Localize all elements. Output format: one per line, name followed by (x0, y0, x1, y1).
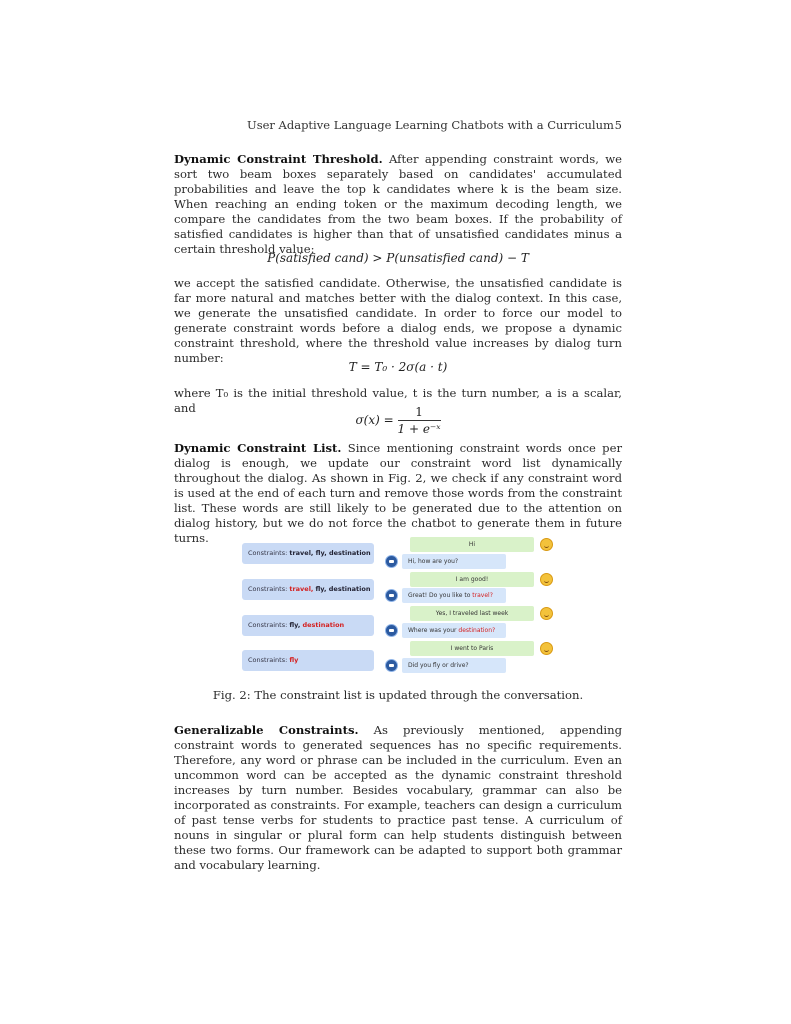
constraint-words-active: fly, (289, 621, 301, 629)
constraint-list-box (242, 579, 374, 600)
paragraph-threshold-intro (174, 152, 622, 257)
fraction-numerator: 1 (398, 405, 441, 421)
bot-avatar-icon (385, 589, 398, 602)
user-avatar-icon (540, 573, 553, 586)
bot-message-constraint: travel? (472, 592, 493, 599)
bot-message-bubble (402, 658, 506, 673)
section-generalizable-constraints (174, 723, 622, 873)
section-dynamic-constraint-list (174, 441, 622, 546)
sigmoid-lhs: σ(x) = (355, 413, 394, 427)
paragraph-text: As previously mentioned, appending constraint words to generated sequences has no specific requirements. Therefore, any word or phrase can be included in the curriculum. Even an uncommon word can be accepted as the dynamic constraint threshold increases by turn number. Besides vocabulary, grammar can also be incorporated as constraints. For example, teachers can design a curriculum of past tense verbs for students to practice past tense. A curriculum of nouns in singular or plural form can help students distinguish between these two forms. Our framework can be adapted to support both grammar and vocabulary learning. (174, 723, 622, 872)
paragraph-threshold-explanation (174, 276, 622, 366)
paragraph-text: Since mentioning constraint words once per dialog is enough, we update our constraint word list dynamically throughout the dialog. As shown in Fig. 2, we check if any constraint word is used at the end of each turn and remove those words from the constraint list. These words are still likely to be generated due to the attention on dialog history, but we do not force the chatbot to generate them in future turns. (174, 441, 623, 545)
bot-message-text: Where was your (408, 627, 457, 634)
user-message-bubble: Hi (410, 537, 534, 552)
bot-message-text: Great! Do you like to (408, 592, 471, 599)
bot-message-constraint: destination? (458, 627, 496, 634)
section-dynamic-constraint-threshold (174, 152, 622, 257)
paragraph-text: where T₀ is the initial threshold value, t is the turn number, a is a scalar, and (174, 386, 622, 415)
bot-message-bubble (402, 554, 506, 569)
constraint-words-used: travel, (289, 585, 314, 593)
bot-avatar-icon (385, 624, 398, 637)
user-message-bubble: Yes, I traveled last week (410, 606, 534, 621)
section-heading: Dynamic Constraint Threshold. (174, 152, 383, 166)
paragraph-generalizable (174, 723, 622, 873)
constraint-words-used: destination (302, 621, 345, 629)
constraint-label: Constraints: (248, 585, 288, 593)
equation-sigmoid (174, 405, 622, 436)
section-heading: Dynamic Constraint List. (174, 441, 342, 455)
sigmoid-fraction (398, 405, 441, 436)
figure-constraint-list-dialog (242, 537, 562, 677)
section-heading: Generalizable Constraints. (174, 723, 359, 737)
bot-message-bubble (402, 623, 506, 638)
equation-probability-comparison: P(satisfied cand) > P(unsatisfied cand) − T (267, 251, 529, 265)
paragraph-text: we accept the satisfied candidate. Otherwise, the unsatisfied candidate is far more natural and matches better with the dialog context. In this case, we generate the unsatisfied candidate. In order to force our model to generate constraint words before a dialog ends, we propose a dynamic constraint threshold, where the threshold value increases by dialog turn number: (174, 276, 622, 365)
constraint-label: Constraints: (248, 621, 288, 629)
user-avatar-icon (540, 642, 553, 655)
constraint-list-box (242, 615, 374, 636)
bot-avatar-icon (385, 659, 398, 672)
constraint-words-active: travel, fly, destination (289, 549, 371, 557)
bot-avatar-icon (385, 555, 398, 568)
constraint-label: Constraints: (248, 549, 288, 557)
user-avatar-icon (540, 538, 553, 551)
user-message-bubble: I am good! (410, 572, 534, 587)
page-number: 5 (614, 118, 622, 132)
constraint-list-box (242, 650, 374, 671)
constraint-label: Constraints: (248, 656, 288, 664)
constraint-words-used: fly (289, 656, 299, 664)
figure-caption: Fig. 2: The constraint list is updated through the conversation. (212, 688, 584, 702)
user-message-bubble: I went to Paris (410, 641, 534, 656)
fraction-denominator: 1 + e⁻ˣ (397, 422, 441, 436)
user-avatar-icon (540, 607, 553, 620)
paragraph-constraint-list (174, 441, 622, 546)
paragraph-text: After appending constraint words, we sort two beam boxes separately based on candidates' accumulated probabilities and leave the top k candidates where k is the beam size. When reaching an ending token or the maximum decoding length, we compare the candidates from the two beam boxes. If the probability of satisfied candidates is higher than that of unsatisfied candidates minus a certain threshold value: (174, 152, 622, 256)
bot-message-text: Hi, how are you? (408, 558, 459, 565)
constraint-words-active: fly, destination (315, 585, 371, 593)
constraint-list-box (242, 543, 374, 564)
bot-message-text: Did you fly or drive? (408, 662, 469, 669)
bot-message-bubble (402, 588, 506, 603)
equation-threshold: T = T₀ · 2σ(a · t) (348, 360, 448, 374)
running-title: User Adaptive Language Learning Chatbots with a Curriculum (247, 118, 614, 132)
